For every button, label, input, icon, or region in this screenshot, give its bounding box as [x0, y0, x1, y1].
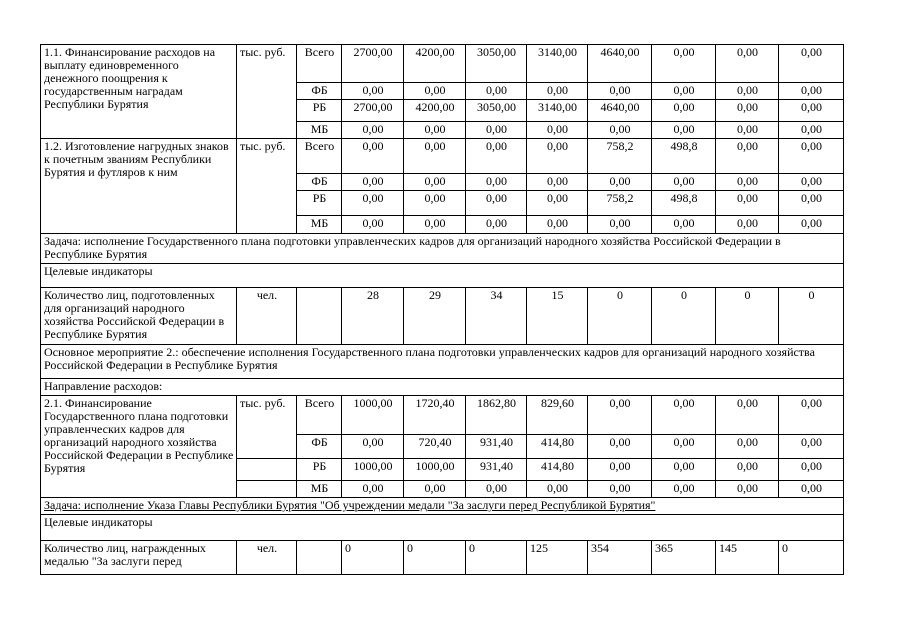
table-row: Количество лиц, награжденных медалью "За заслуги перед чел. 0 0 0 125 354 365 145 0 — [41, 541, 844, 575]
program-table — [40, 44, 844, 575]
table-row: 1.2. Изготовление нагрудных знаков к почетным званиям Республики Бурятия и футляров к ним тыс. руб. Всего 0,00 0,00 0,00 0,00 758,2 498,8 0,00 0,00 — [41, 139, 844, 174]
table-row — [41, 515, 844, 541]
table-row: МБ 0,00 0,00 0,00 0,00 0,00 0,00 0,00 0,00 — [41, 481, 844, 498]
table-row: ФБ 0,00 720,40 931,40 414,80 0,00 0,00 0,00 0,00 — [41, 435, 844, 459]
table-row — [41, 264, 844, 288]
table-row: ФБ 0,00 0,00 0,00 0,00 0,00 0,00 0,00 0,00 — [41, 174, 844, 191]
table-row: Количество лиц, подготовленных для организаций народного хозяйства Российской Федерации в Республике Бурятия чел. 28 29 34 15 0 0 0 0 — [41, 288, 844, 345]
indicators-heading: Целевые индикаторы — [41, 264, 844, 288]
unit-cell: чел. — [237, 541, 297, 575]
unit-cell: тыс. руб. — [237, 139, 297, 234]
table-row: ФБ 0,00 0,00 0,00 0,00 0,00 0,00 0,00 0,00 — [41, 83, 844, 100]
table-row: МБ 0,00 0,00 0,00 0,00 0,00 0,00 0,00 0,00 — [41, 122, 844, 139]
task-heading: Задача: исполнение Указа Главы Республики Бурятия "Об учреждении медали "За заслуги перед Республикой Бурятия" — [41, 498, 844, 515]
table-row: РБ 0,00 0,00 0,00 0,00 758,2 498,8 0,00 0,00 — [41, 191, 844, 216]
table-row: 2.1. Финансирование Государственного плана подготовки управленческих кадров для организаций народного хозяйства Российской Федерации в Республике Бурятия тыс. руб. Всего 1000,00 1720,40 1862,80 829,60 0,00 0,00 0,00 0,00 — [41, 396, 844, 435]
table-row — [41, 498, 844, 515]
table-row: МБ 0,00 0,00 0,00 0,00 0,00 0,00 0,00 0,00 — [41, 216, 844, 234]
table-row — [41, 234, 844, 264]
table-row: РБ 1000,00 1000,00 931,40 414,80 0,00 0,00 0,00 0,00 — [41, 459, 844, 481]
indicator-name: Количество лиц, подготовленных для организаций народного хозяйства Российской Федерации в Республике Бурятия — [41, 288, 237, 345]
item-name: 1.1. Финансирование расходов на выплату единовременного денежного поощрения к государственным наградам Республики Бурятия — [41, 45, 237, 139]
table-row: 1.1. Финансирование расходов на выплату единовременного денежного поощрения к государственным наградам Республики Бурятия тыс. руб. Всего 2700,00 4200,00 3050,00 3140,00 4640,00 0,00 0,00 0,00 — [41, 45, 844, 83]
unit-cell: тыс. руб. — [237, 396, 297, 435]
indicators-heading: Целевые индикаторы — [41, 515, 844, 541]
table-row — [41, 345, 844, 379]
measure-heading: Основное мероприятие 2.: обеспечение исполнения Государственного плана подготовки управленческих кадров для организаций народного хозяйства Российской Федерации в Республике Бурятия — [41, 345, 844, 379]
unit-cell: чел. — [237, 288, 297, 345]
indicator-name: Количество лиц, награжденных медалью "За заслуги перед — [41, 541, 237, 575]
direction-heading: Направление расходов: — [41, 379, 844, 396]
table-row — [41, 379, 844, 396]
table-row: РБ 2700,00 4200,00 3050,00 3140,00 4640,00 0,00 0,00 0,00 — [41, 100, 844, 122]
item-name: 1.2. Изготовление нагрудных знаков к почетным званиям Республики Бурятия и футляров к ним — [41, 139, 237, 234]
task-heading: Задача: исполнение Государственного плана подготовки управленческих кадров для организаций народного хозяйства Российской Федерации в Республике Бурятия — [41, 234, 844, 264]
item-name: 2.1. Финансирование Государственного плана подготовки управленческих кадров для организаций народного хозяйства Российской Федерации в Республике Бурятия — [41, 396, 237, 498]
unit-cell: тыс. руб. — [237, 45, 297, 139]
